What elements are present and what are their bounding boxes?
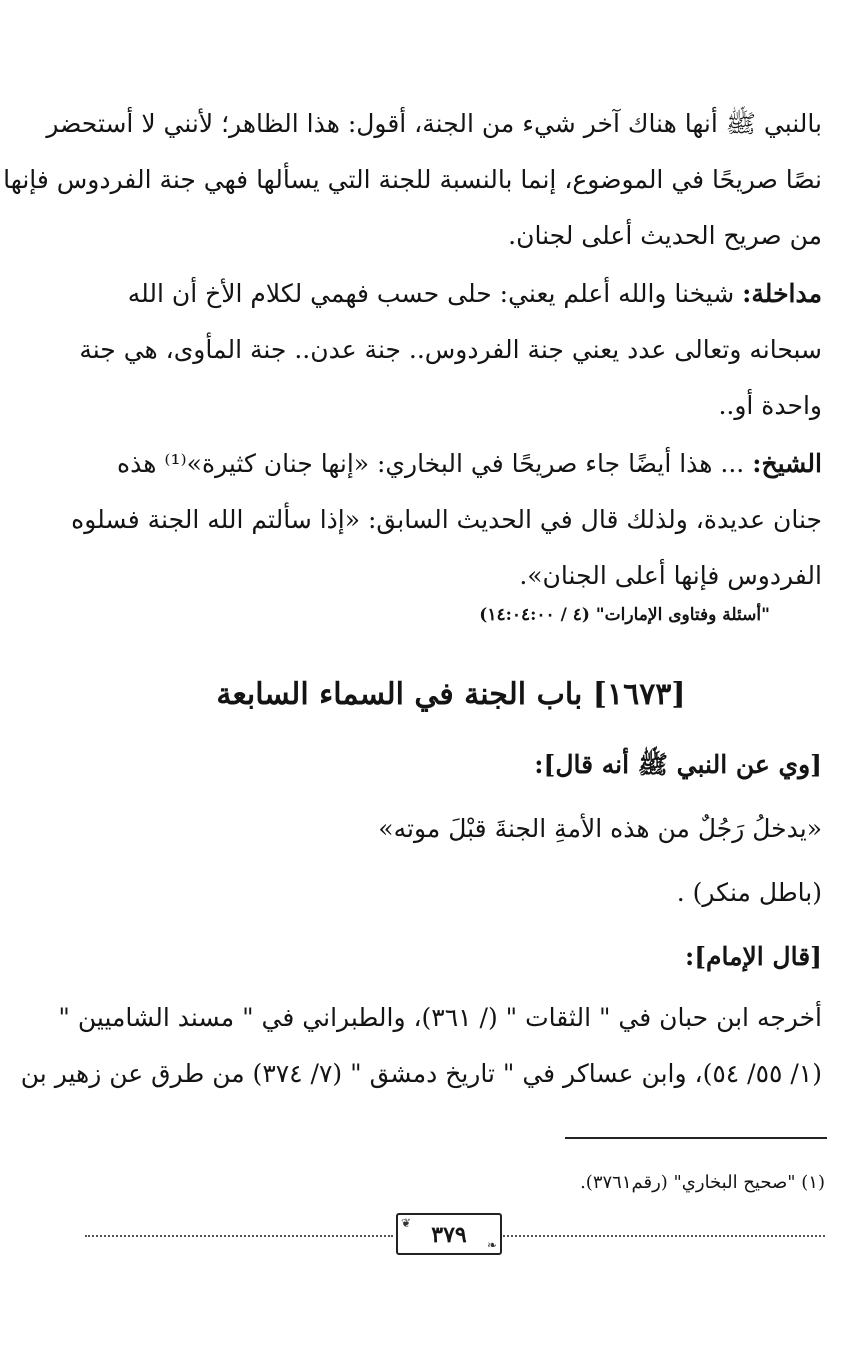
paragraph-line: أخرجه ابن حبان في " الثقات " (/ ٣٦١)، والطبراني في " مسند الشاميين " (58, 1003, 822, 1032)
paragraph-line: الفردوس فإنها أعلى الجنان». (519, 561, 822, 590)
line-text: ... هذا أيضًا جاء صريحًا في البخاري: «إنها جنان كثيرة»⁽¹⁾ هذه (117, 449, 745, 478)
floral-ornament-icon: ❧ (486, 1238, 497, 1252)
sheikh-paragraph (71, 436, 822, 604)
paragraph-line (80, 266, 822, 322)
page-number-frame (396, 1213, 502, 1255)
hadith-intro: [وي عن النبي ﷺ أنه قال]: (534, 750, 822, 779)
ruling: (باطل منكر) . (676, 878, 822, 907)
hadith-text: «يدخلُ رَجُلٌ من هذه الأمةِ الجنةَ قبْلَ موته» (378, 814, 822, 843)
speaker-label: مداخلة: (742, 279, 822, 308)
page-number: ٣٧٩ (431, 1222, 467, 1248)
dotted-rule-right (503, 1235, 825, 1237)
paragraph-line: بالنبي ﷺ أنها هناك آخر شيء من الجنة، أقول: هذا الظاهر؛ لأنني لا أستحضر (46, 109, 822, 138)
dotted-rule-left (85, 1235, 393, 1237)
source-citation: "أسئلة وفتاوى الإمارات" (٤ / ١٤:٠٤:٠٠) (479, 605, 770, 625)
interjection-paragraph (80, 266, 822, 434)
speaker-label: الشيخ: (752, 449, 822, 478)
paragraph-line: جنان عديدة، ولذلك قال في الحديث السابق: «إذا سألتم الله الجنة فسلوه (71, 505, 822, 534)
chapter-title: [١٦٧٣] باب الجنة في السماء السابعة (216, 677, 686, 712)
paragraph-line (80, 436, 822, 492)
line-text: شيخنا والله أعلم يعني: حلى حسب فهمي لكلام الأخ أن الله (127, 279, 735, 308)
paragraph-line: من صريح الحديث أعلى لجنان. (508, 221, 822, 250)
paragraph-line: نصًا صريحًا في الموضوع، إنما بالنسبة للجنة التي يسألها فهي جنة الفردوس فإنها (3, 165, 822, 194)
footnote: (١) "صحيح البخاري" (رقم٣٧٦١). (580, 1172, 825, 1193)
paragraph-line: واحدة أو.. (718, 391, 822, 420)
footnote-divider (565, 1137, 827, 1139)
top-paragraph (3, 96, 822, 264)
hadith-section (80, 733, 822, 989)
paragraph-line: (١/ ٥٥/ ٥٤)، وابن عساكر في " تاريخ دمشق " (٧/ ٣٧٤) من طرق عن زهير بن (20, 1059, 822, 1088)
paragraph-line: سبحانه وتعالى عدد يعني جنة الفردوس.. جنة عدن.. جنة المأوى، هي جنة (79, 335, 822, 364)
floral-ornament-icon: ❦ (401, 1216, 412, 1230)
imam-heading: [قال الإمام]: (684, 942, 822, 971)
bottom-paragraph (20, 990, 822, 1102)
